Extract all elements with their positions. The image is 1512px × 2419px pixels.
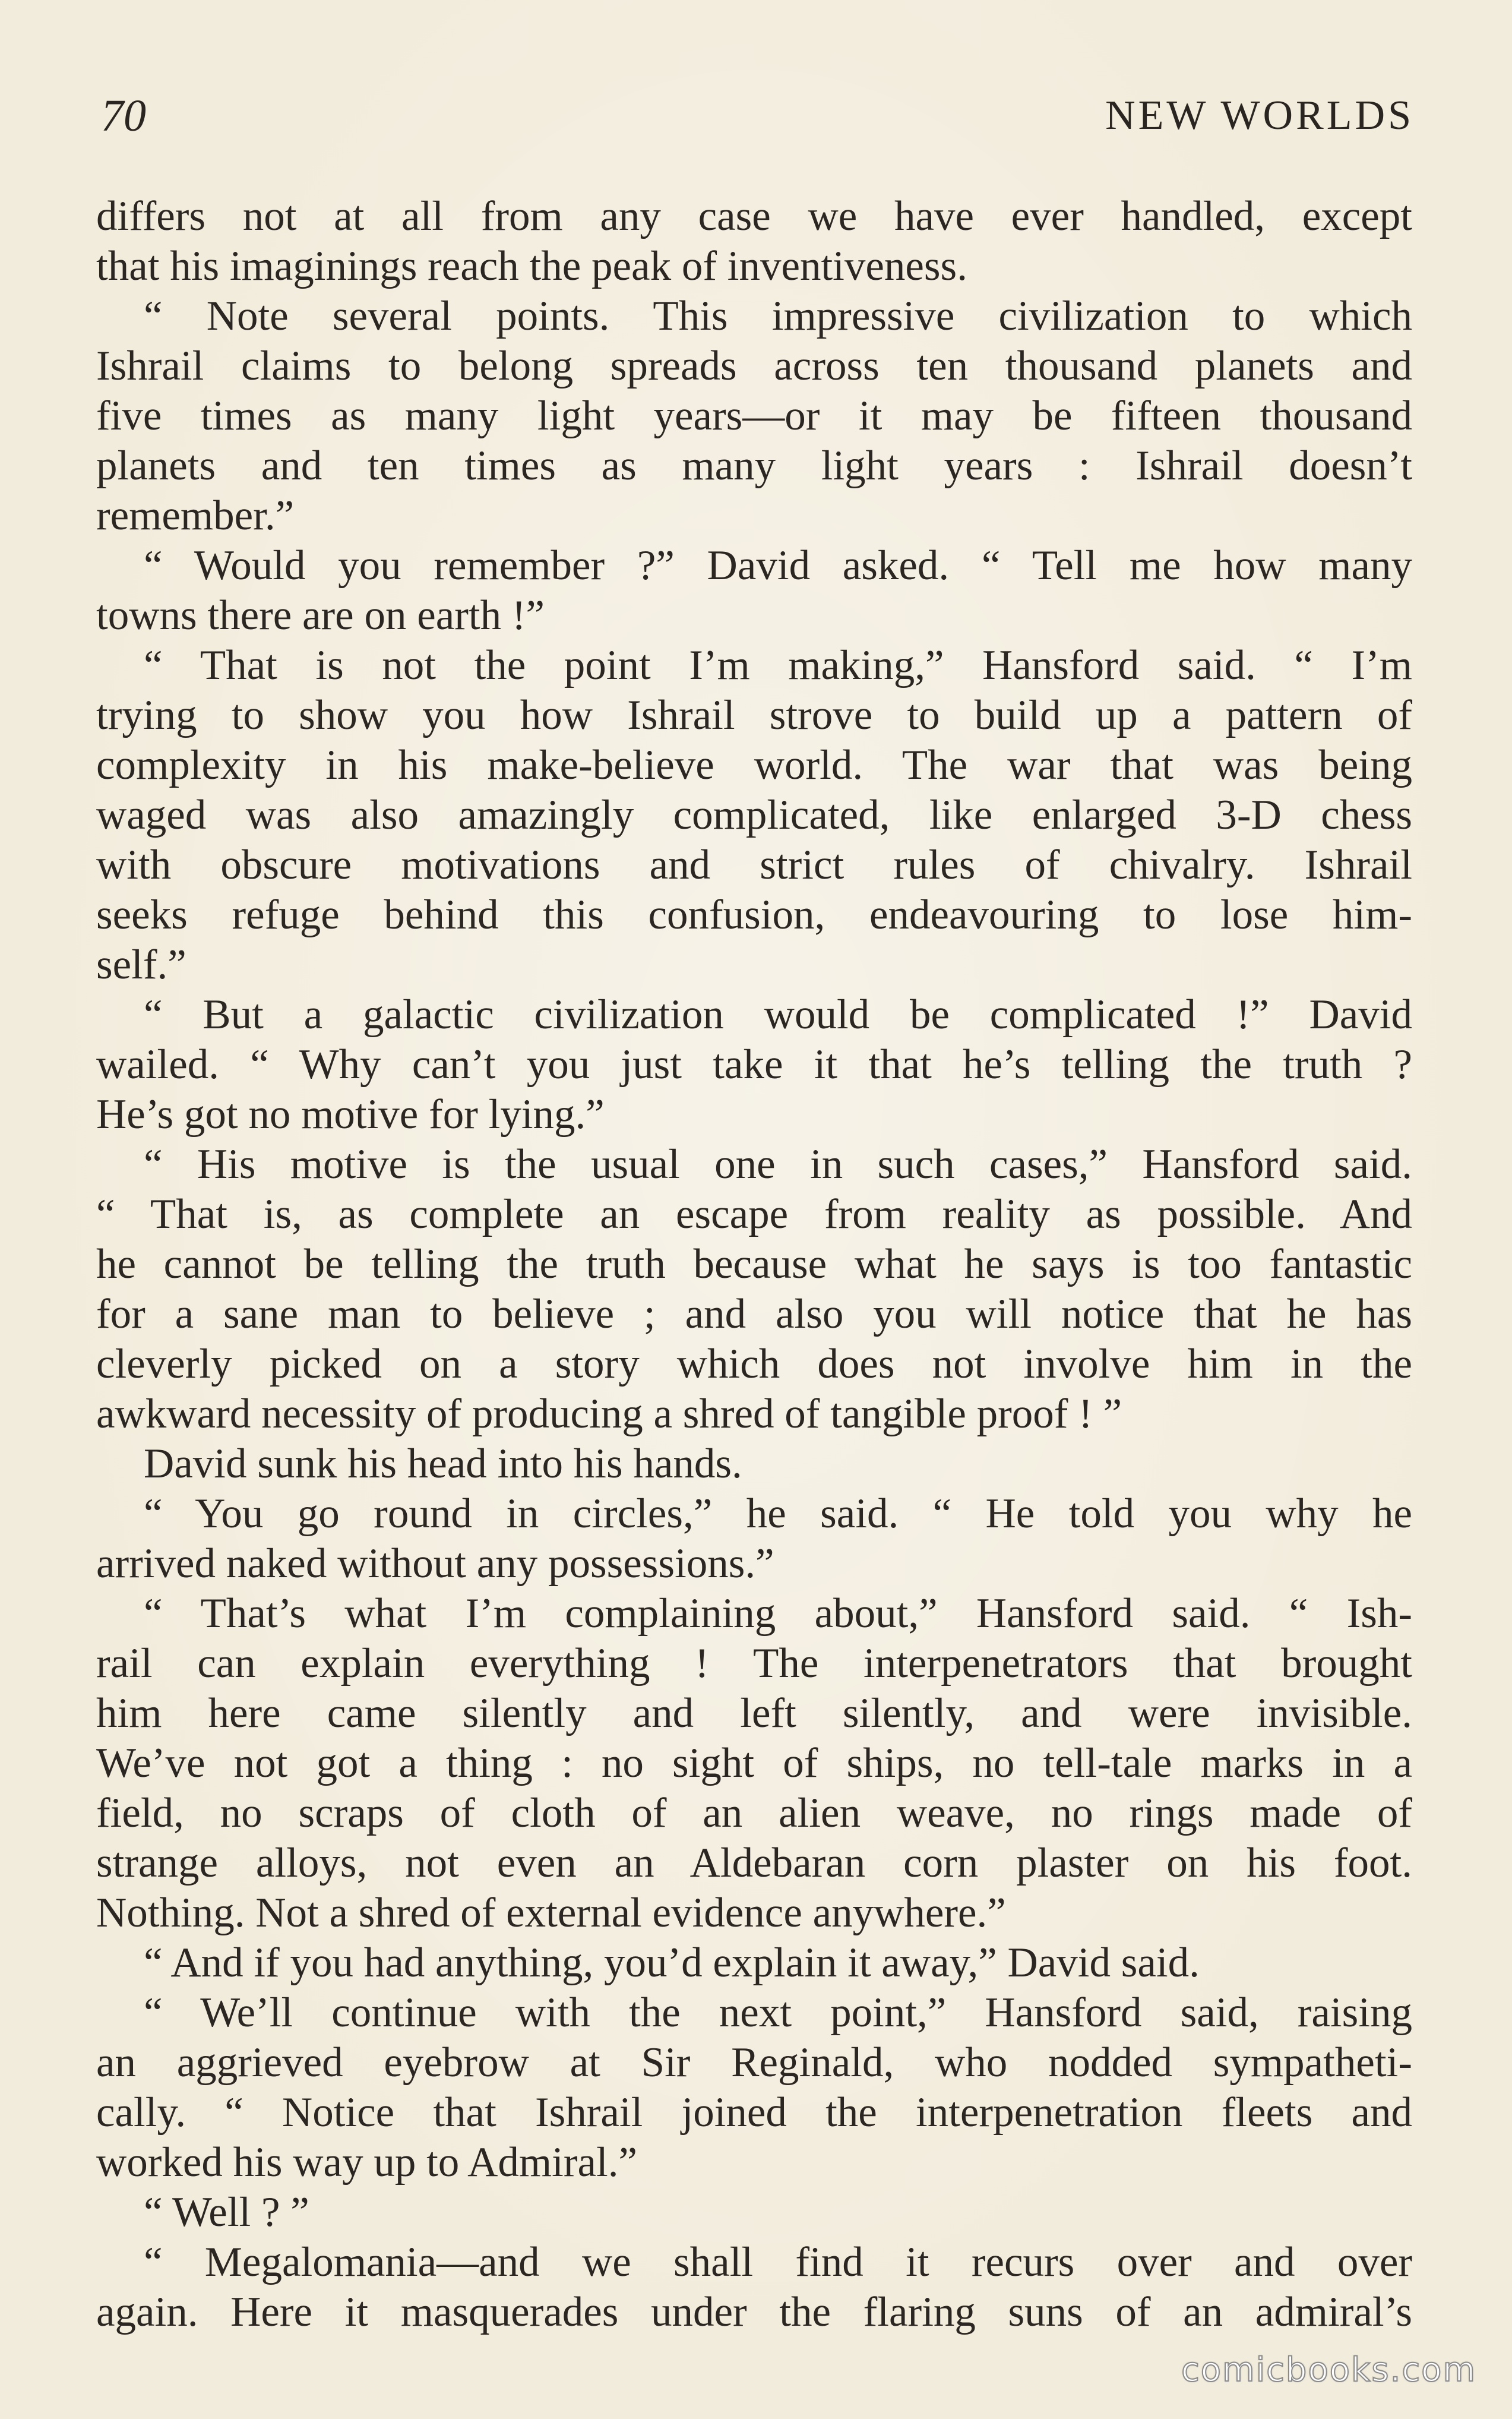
text-line: “ You go round in circles,” he said. “ He told you why he	[144, 1490, 1412, 1537]
text-line: remember.”	[96, 492, 295, 539]
text-line: Ishrail claims to belong spreads across ten thousand planets and	[96, 343, 1412, 389]
text-line: him here came silently and left silently, and were invisible.	[96, 1690, 1412, 1736]
text-line: strange alloys, not even an Aldebaran corn plaster on his foot.	[96, 1840, 1412, 1886]
text-line: complexity in his make-believe world. The war that was being	[96, 742, 1412, 788]
text-line: again. Here it masquerades under the flaring suns of an admiral’s	[96, 2289, 1412, 2335]
text-line: He’s got no motive for lying.”	[96, 1091, 605, 1138]
text-line: “ But a galactic civilization would be complicated !” David	[144, 991, 1412, 1038]
body-text	[96, 191, 1412, 2337]
text-line: an aggrieved eyebrow at Sir Reginald, who nodded sympatheti-	[96, 2039, 1412, 2086]
text-line: David sunk his head into his hands.	[144, 1441, 742, 1487]
text-line: “ And if you had anything, you’d explain it away,” David said.	[144, 1940, 1200, 1986]
text-line: cally. “ Notice that Ishrail joined the interpenetration fleets and	[96, 2089, 1412, 2136]
text-line: five times as many light years—or it may be fifteen thousand	[96, 393, 1412, 439]
text-line: Nothing. Not a shred of external evidence anywhere.”	[96, 1890, 1006, 1936]
text-line: that his imaginings reach the peak of inventiveness.	[96, 243, 967, 289]
text-line: “ We’ll continue with the next point,” Hansford said, raising	[144, 1989, 1412, 2036]
text-line: he cannot be telling the truth because what he says is too fantastic	[96, 1241, 1412, 1287]
text-line: rail can explain everything ! The interpenetrators that brought	[96, 1640, 1412, 1687]
text-line: “ Well ? ”	[144, 2189, 309, 2235]
text-line: “ Megalomania—and we shall find it recurs over and over	[144, 2239, 1412, 2285]
text-line: We’ve not got a thing : no sight of ships, no tell-tale marks in a	[96, 1740, 1412, 1786]
text-line: with obscure motivations and strict rules of chivalry. Ishrail	[96, 842, 1412, 888]
text-line: wailed. “ Why can’t you just take it that he’s telling the truth ?	[96, 1041, 1412, 1088]
text-line: seeks refuge behind this confusion, endeavouring to lose him-	[96, 892, 1412, 938]
text-line: awkward necessity of producing a shred of tangible proof ! ”	[96, 1391, 1122, 1437]
text-line: planets and ten times as many light years : Ishrail doesn’t	[96, 443, 1412, 489]
text-line: field, no scraps of cloth of an alien weave, no rings made of	[96, 1790, 1412, 1836]
text-line: “ That’s what I’m complaining about,” Hansford said. “ Ish-	[144, 1590, 1412, 1637]
text-line: towns there are on earth !”	[96, 592, 545, 639]
page-number: 70	[101, 91, 146, 141]
text-line: cleverly picked on a story which does not involve him in the	[96, 1341, 1412, 1387]
text-line: self.”	[96, 942, 186, 988]
running-head: NEW WORLDS	[1105, 93, 1414, 138]
text-line: “ That is not the point I’m making,” Hansford said. “ I’m	[144, 642, 1412, 689]
text-line: differs not at all from any case we have ever handled, except	[96, 193, 1412, 239]
text-line: waged was also amazingly complicated, like enlarged 3-D chess	[96, 792, 1412, 838]
text-line: “ Would you remember ?” David asked. “ Tell me how many	[144, 542, 1412, 589]
text-line: arrived naked without any possessions.”	[96, 1540, 774, 1587]
text-line: “ That is, as complete an escape from reality as possible. And	[96, 1191, 1412, 1237]
text-line: trying to show you how Ishrail strove to build up a pattern of	[96, 692, 1412, 738]
page-header	[101, 83, 1414, 149]
text-line: “ Note several points. This impressive civilization to which	[144, 293, 1412, 339]
text-line: worked his way up to Admiral.”	[96, 2139, 638, 2186]
text-line: for a sane man to believe ; and also you will notice that he has	[96, 1291, 1412, 1337]
watermark: comicbooks.com	[1181, 2351, 1476, 2389]
text-line: “ His motive is the usual one in such cases,” Hansford said.	[144, 1141, 1412, 1188]
